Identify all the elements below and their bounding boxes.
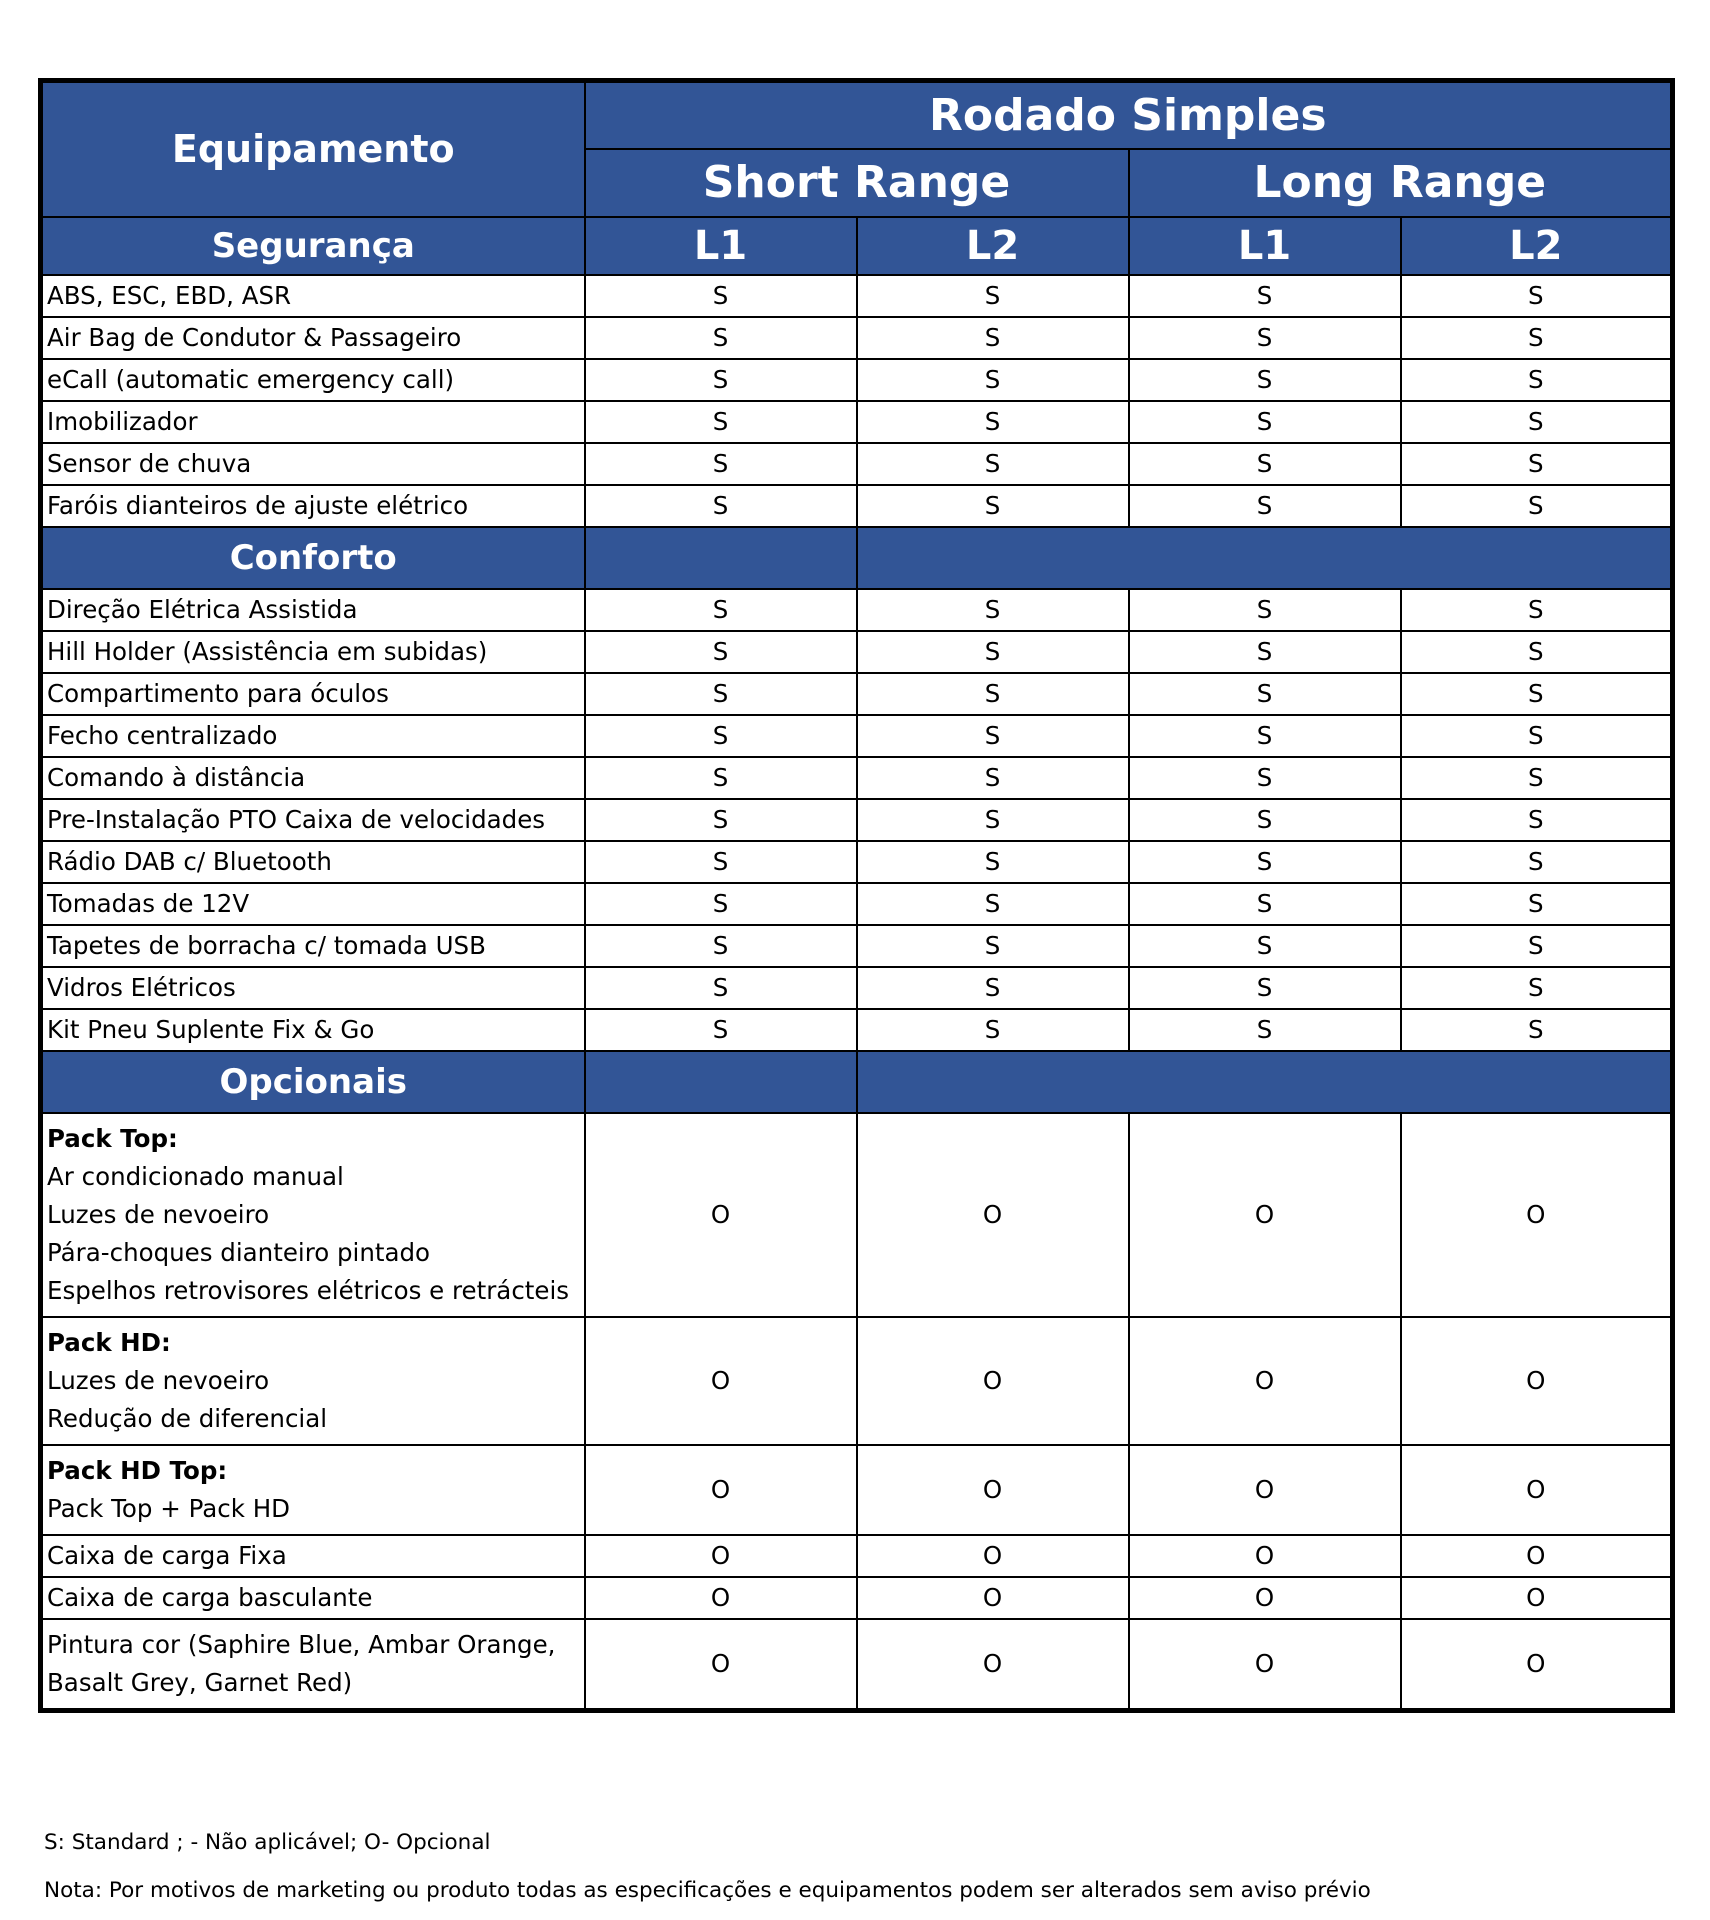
availability-cell: O <box>857 1577 1129 1619</box>
equipment-header: Equipamento <box>41 81 585 217</box>
table-row <box>41 359 1673 401</box>
equipment-label <box>41 443 585 485</box>
section-header-fill <box>857 527 1673 589</box>
label-line: Tomadas de 12V <box>47 888 250 918</box>
label-line: Redução de diferencial <box>47 1403 328 1433</box>
availability-cell: S <box>1401 715 1673 757</box>
availability-cell: S <box>1401 317 1673 359</box>
availability-cell: S <box>1129 631 1401 673</box>
section-header-row <box>41 527 1673 589</box>
availability-cell: O <box>585 1113 857 1317</box>
table-row <box>41 925 1673 967</box>
label-line: Ar condicionado manual <box>47 1161 344 1191</box>
availability-cell: S <box>1129 757 1401 799</box>
table-row <box>41 967 1673 1009</box>
availability-cell: O <box>585 1577 857 1619</box>
table-row <box>41 1535 1673 1577</box>
availability-cell: S <box>585 443 857 485</box>
availability-cell: S <box>1129 589 1401 631</box>
equipment-label <box>41 1535 585 1577</box>
availability-cell: O <box>1129 1535 1401 1577</box>
label-line: Luzes de nevoeiro <box>47 1199 270 1229</box>
availability-cell: O <box>1401 1113 1673 1317</box>
availability-cell: S <box>857 925 1129 967</box>
label-line: Pintura cor (Saphire Blue, Ambar Orange, <box>47 1629 556 1659</box>
availability-cell: S <box>585 799 857 841</box>
availability-cell: S <box>1401 841 1673 883</box>
section-header: Opcionais <box>41 1051 585 1113</box>
section-header-fill <box>585 527 857 589</box>
legend-text: S: Standard ; - Não aplicável; O- Opcional <box>44 1830 491 1855</box>
label-line: Espelhos retrovisores elétricos e retrácteis <box>47 1275 570 1305</box>
section-header-row <box>41 1051 1673 1113</box>
equipment-label <box>41 673 585 715</box>
label-line: Tapetes de borracha c/ tomada USB <box>47 930 486 960</box>
availability-cell: S <box>857 673 1129 715</box>
availability-cell: S <box>857 589 1129 631</box>
availability-cell: S <box>857 443 1129 485</box>
availability-cell: S <box>585 841 857 883</box>
table-row <box>41 757 1673 799</box>
availability-cell: S <box>1129 841 1401 883</box>
availability-cell: S <box>585 275 857 317</box>
availability-cell: O <box>857 1445 1129 1535</box>
availability-cell: O <box>1129 1113 1401 1317</box>
pack-heading: Pack HD: <box>47 1327 171 1357</box>
availability-cell: S <box>1401 1009 1673 1051</box>
availability-cell: S <box>857 317 1129 359</box>
availability-cell: S <box>1129 485 1401 527</box>
availability-cell: S <box>1129 883 1401 925</box>
label-line: eCall (automatic emergency call) <box>47 364 455 394</box>
availability-cell: S <box>1129 359 1401 401</box>
equipment-label <box>41 715 585 757</box>
label-line: Caixa de carga basculante <box>47 1582 373 1612</box>
table-row <box>41 317 1673 359</box>
equipment-label <box>41 359 585 401</box>
availability-cell: O <box>585 1619 857 1711</box>
table-row <box>41 485 1673 527</box>
label-line: Caixa de carga Fixa <box>47 1540 287 1570</box>
section-header-fill <box>857 1051 1673 1113</box>
label-line: Comando à distância <box>47 762 306 792</box>
availability-cell: S <box>1129 715 1401 757</box>
availability-cell: O <box>1401 1577 1673 1619</box>
availability-cell: S <box>1401 401 1673 443</box>
availability-cell: S <box>585 715 857 757</box>
availability-cell: S <box>857 275 1129 317</box>
availability-cell: S <box>857 967 1129 1009</box>
equipment-label <box>41 841 585 883</box>
equipment-label <box>41 1317 585 1445</box>
table-row <box>41 1113 1673 1317</box>
availability-cell: S <box>857 631 1129 673</box>
availability-cell: O <box>585 1535 857 1577</box>
equipment-label <box>41 1009 585 1051</box>
availability-cell: S <box>585 883 857 925</box>
label-line: Direção Elétrica Assistida <box>47 594 358 624</box>
availability-cell: S <box>585 485 857 527</box>
range-header-long: Long Range <box>1129 149 1673 217</box>
table-row <box>41 1445 1673 1535</box>
equipment-label <box>41 757 585 799</box>
availability-cell: S <box>857 715 1129 757</box>
table-row <box>41 673 1673 715</box>
equipment-label <box>41 1577 585 1619</box>
label-line: Pre-Instalação PTO Caixa de velocidades <box>47 804 546 834</box>
label-line: Basalt Grey, Garnet Red) <box>47 1667 353 1697</box>
availability-cell: S <box>1401 757 1673 799</box>
table-row <box>41 401 1673 443</box>
table-row <box>41 883 1673 925</box>
equipment-label <box>41 1113 585 1317</box>
availability-cell: S <box>1129 799 1401 841</box>
table-row <box>41 841 1673 883</box>
equipment-label <box>41 799 585 841</box>
label-line: Fecho centralizado <box>47 720 278 750</box>
label-line: Rádio DAB c/ Bluetooth <box>47 846 332 876</box>
table-row <box>41 1577 1673 1619</box>
equipment-label <box>41 883 585 925</box>
availability-cell: O <box>1401 1445 1673 1535</box>
label-line: Kit Pneu Suplente Fix & Go <box>47 1014 375 1044</box>
availability-cell: S <box>1129 925 1401 967</box>
availability-cell: S <box>1401 275 1673 317</box>
label-line: Imobilizador <box>47 406 198 436</box>
pack-heading: Pack HD Top: <box>47 1455 228 1485</box>
availability-cell: S <box>1129 1009 1401 1051</box>
availability-cell: S <box>1129 673 1401 715</box>
label-line: Pack Top + Pack HD <box>47 1493 291 1523</box>
availability-cell: S <box>585 631 857 673</box>
availability-cell: S <box>1401 799 1673 841</box>
availability-cell: O <box>1129 1619 1401 1711</box>
label-line: Pára-choques dianteiro pintado <box>47 1237 431 1267</box>
availability-cell: S <box>585 673 857 715</box>
availability-cell: S <box>585 757 857 799</box>
availability-cell: S <box>857 1009 1129 1051</box>
label-line: Vidros Elétricos <box>47 972 236 1002</box>
availability-cell: O <box>585 1317 857 1445</box>
availability-cell: O <box>1401 1619 1673 1711</box>
level-header: L1 <box>1129 217 1401 275</box>
availability-cell: S <box>585 359 857 401</box>
availability-cell: S <box>585 401 857 443</box>
note-text: Nota: Por motivos de marketing ou produto todas as especificações e equipamentos podem ser alterados sem aviso prévio <box>44 1878 1371 1903</box>
availability-cell: S <box>857 359 1129 401</box>
table-row <box>41 443 1673 485</box>
section-header: Conforto <box>41 527 585 589</box>
equipment-label <box>41 925 585 967</box>
availability-cell: S <box>857 883 1129 925</box>
availability-cell: S <box>1129 443 1401 485</box>
availability-cell: O <box>857 1113 1129 1317</box>
availability-cell: O <box>857 1535 1129 1577</box>
label-line: Air Bag de Condutor & Passageiro <box>47 322 462 352</box>
availability-cell: S <box>1129 967 1401 1009</box>
label-line: Hill Holder (Assistência em subidas) <box>47 636 488 666</box>
availability-cell: S <box>1129 401 1401 443</box>
equipment-label <box>41 967 585 1009</box>
availability-cell: S <box>1401 673 1673 715</box>
equipment-label <box>41 589 585 631</box>
availability-cell: S <box>857 757 1129 799</box>
table-row <box>41 715 1673 757</box>
availability-cell: S <box>1401 359 1673 401</box>
range-header-short: Short Range <box>585 149 1129 217</box>
equipment-label <box>41 275 585 317</box>
table-row <box>41 1009 1673 1051</box>
availability-cell: O <box>1129 1577 1401 1619</box>
availability-cell: S <box>1401 925 1673 967</box>
availability-cell: S <box>585 1009 857 1051</box>
availability-cell: S <box>585 967 857 1009</box>
table-row <box>41 631 1673 673</box>
availability-cell: S <box>1401 443 1673 485</box>
table-body <box>41 275 1673 1711</box>
availability-cell: S <box>857 401 1129 443</box>
label-line: ABS, ESC, EBD, ASR <box>47 280 292 310</box>
availability-cell: O <box>1129 1445 1401 1535</box>
level-header: L1 <box>585 217 857 275</box>
pack-heading: Pack Top: <box>47 1123 178 1153</box>
availability-cell: S <box>1401 485 1673 527</box>
equipment-label <box>41 1619 585 1711</box>
availability-cell: O <box>857 1317 1129 1445</box>
equipment-table <box>38 78 1675 1713</box>
table-row <box>41 589 1673 631</box>
level-header: L2 <box>1401 217 1673 275</box>
availability-cell: S <box>585 925 857 967</box>
availability-cell: S <box>857 799 1129 841</box>
availability-cell: O <box>1401 1317 1673 1445</box>
availability-cell: S <box>1129 317 1401 359</box>
equipment-label <box>41 485 585 527</box>
equipment-label <box>41 317 585 359</box>
availability-cell: S <box>585 317 857 359</box>
availability-cell: S <box>1129 275 1401 317</box>
equipment-label <box>41 1445 585 1535</box>
availability-cell: S <box>1401 967 1673 1009</box>
level-header: L2 <box>857 217 1129 275</box>
label-line: Luzes de nevoeiro <box>47 1365 270 1395</box>
availability-cell: O <box>1401 1535 1673 1577</box>
section-header: Segurança <box>41 217 585 275</box>
availability-cell: S <box>857 841 1129 883</box>
label-line: Sensor de chuva <box>47 448 252 478</box>
availability-cell: S <box>857 485 1129 527</box>
availability-cell: S <box>585 589 857 631</box>
availability-cell: S <box>1401 631 1673 673</box>
availability-cell: O <box>857 1619 1129 1711</box>
table-row <box>41 1619 1673 1711</box>
availability-cell: S <box>1401 589 1673 631</box>
availability-cell: O <box>1129 1317 1401 1445</box>
equipment-label <box>41 631 585 673</box>
group-header: Rodado Simples <box>585 81 1673 149</box>
label-line: Faróis dianteiros de ajuste elétrico <box>47 490 469 520</box>
section-header-fill <box>585 1051 857 1113</box>
equipment-label <box>41 401 585 443</box>
table-row <box>41 799 1673 841</box>
availability-cell: S <box>1401 883 1673 925</box>
table-row <box>41 275 1673 317</box>
availability-cell: O <box>585 1445 857 1535</box>
label-line: Compartimento para óculos <box>47 678 389 708</box>
table-row <box>41 1317 1673 1445</box>
